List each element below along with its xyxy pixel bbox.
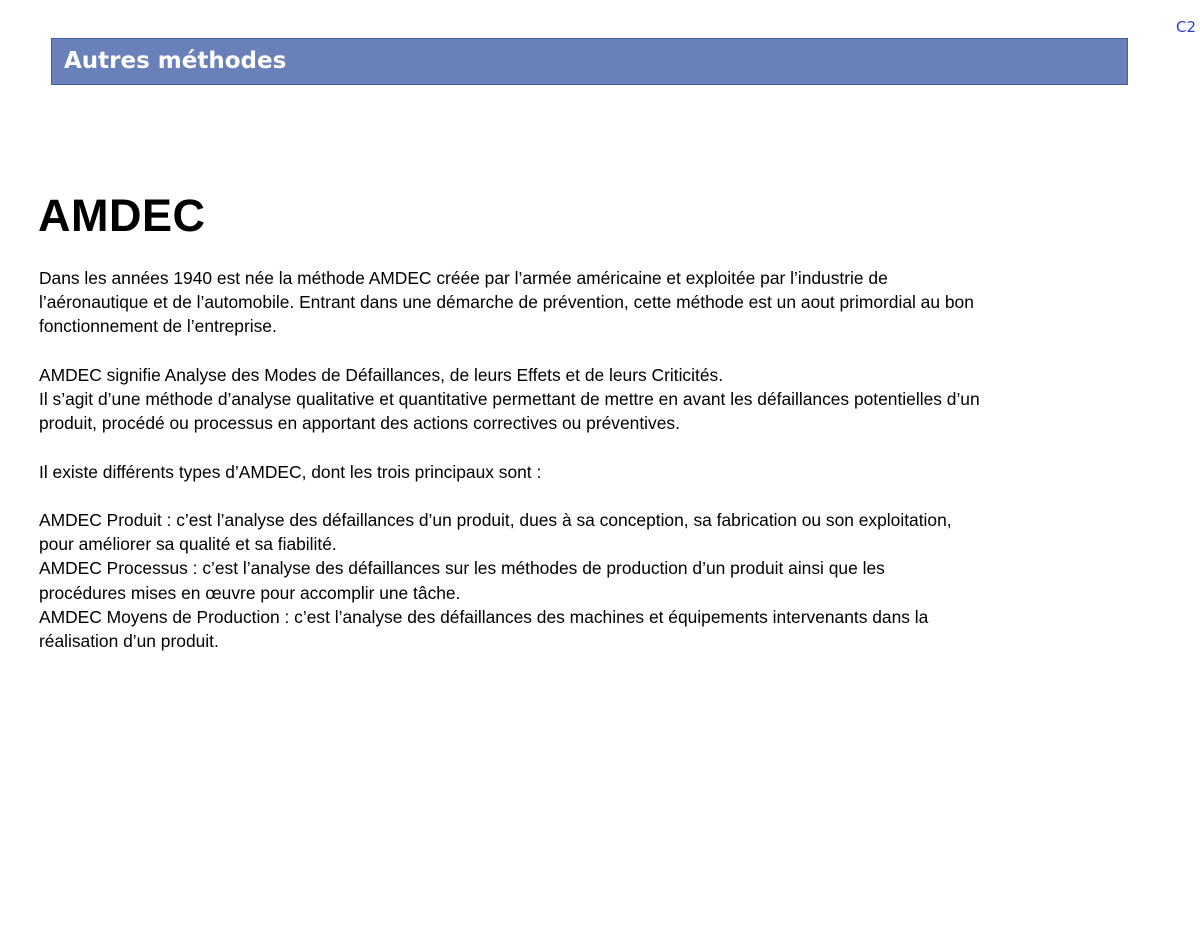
text-line: AMDEC Processus : c’est l’analyse des défaillances sur les méthodes de production d’un produit ainsi que les (39, 558, 885, 579)
text-line: Il s’agit d’une méthode d’analyse qualitative et quantitative permettant de mettre en avant les défaillances potentielles d’un (39, 389, 980, 409)
text-line: Il existe différents types d’AMDEC, dont les trois principaux sont : (39, 461, 542, 482)
body-text (39, 266, 1139, 653)
text-line: produit, procédé ou processus en apportant des actions correctives ou préventives. (39, 413, 680, 434)
text-line: réalisation d’un produit. (39, 631, 219, 651)
section-header-bar (51, 38, 1128, 85)
page-id: C2 (1175, 18, 1196, 36)
paragraph-gap (39, 484, 1139, 508)
text-line: Dans les années 1940 est née la méthode AMDEC créée par l’armée américaine et exploitée par l’industrie de (39, 268, 888, 288)
text-line: l’aéronautique et de l’automobile. Entrant dans une démarche de prévention, cette méthode est un aout primordial au bon (39, 292, 974, 313)
text-line: AMDEC signifie Analyse des Modes de Défaillances, de leurs Effets et de leurs Criticités. (39, 364, 724, 385)
paragraph-gap (39, 339, 1139, 363)
section-header-title: Autres méthodes (64, 48, 287, 74)
text-line: fonctionnement de l’entreprise. (39, 316, 277, 337)
page-title: AMDEC (38, 190, 206, 241)
text-line: procédures mises en œuvre pour accomplir une tâche. (39, 582, 461, 603)
text-line: pour améliorer sa qualité et sa fiabilité. (39, 534, 337, 555)
text-line: AMDEC Moyens de Production : c’est l’analyse des défaillances des machines et équipements intervenants dans la (39, 606, 929, 627)
text-line: AMDEC Produit : c’est l’analyse des défaillances d’un produit, dues à sa conception, sa fabrication ou son exploitation, (39, 509, 952, 530)
paragraph-gap (39, 435, 1139, 459)
